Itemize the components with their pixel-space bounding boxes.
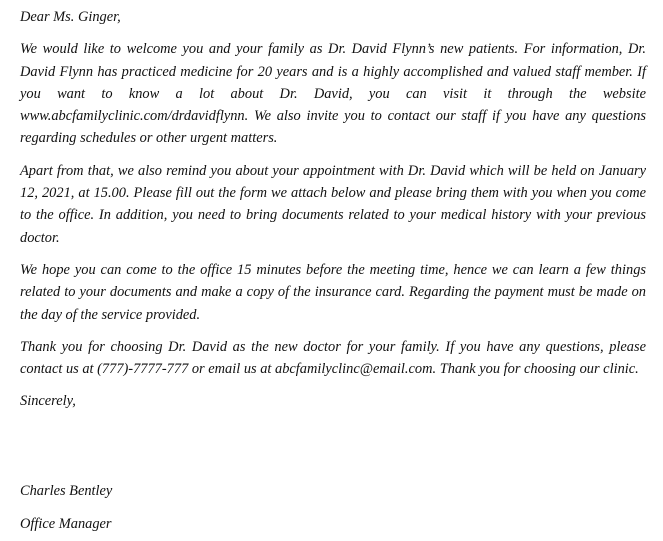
paragraph-appointment: Apart from that, we also remind you about your appointment with Dr. David which will be held on January 12, 2021, at 15.00. Please fill out the form we attach below and please bring them with you when you come to the office. In addition, you need to bring documents related to your medical history with your previous doctor. bbox=[20, 162, 646, 246]
paragraph-arrival: We hope you can come to the office 15 minutes before the meeting time, hence we can learn a few things related to your documents and make a copy of the insurance card. Regarding the payment must be made on the day of the service provided. bbox=[20, 261, 646, 323]
signature-block bbox=[20, 480, 112, 536]
signer-name: Charles Bentley bbox=[20, 483, 113, 499]
signer-title: Office Manager bbox=[20, 516, 112, 533]
paragraph-thanks: Thank you for choosing Dr. David as the new doctor for your family. If you have any questions, please contact us at (777)-7777-777 or email us at abcfamilyclinc@email.com. Thank you for choosing our clinic. bbox=[20, 338, 646, 378]
letter-body bbox=[20, 6, 646, 413]
salutation: Dear Ms. Ginger, bbox=[20, 9, 121, 25]
paragraph-welcome: We would like to welcome you and your family as Dr. David Flynn’s new patients. For information, Dr. David Flynn has practiced medicine for 20 years and is a highly accomplished and valued staff member. If you want to know a lot about Dr. David, you can visit it through the website www.abcfamilyclinic.com/drdavidflynn. We also invite you to contact our staff if you have any questions regarding schedules or other urgent matters. bbox=[20, 41, 646, 147]
closing: Sincerely, bbox=[20, 393, 76, 410]
